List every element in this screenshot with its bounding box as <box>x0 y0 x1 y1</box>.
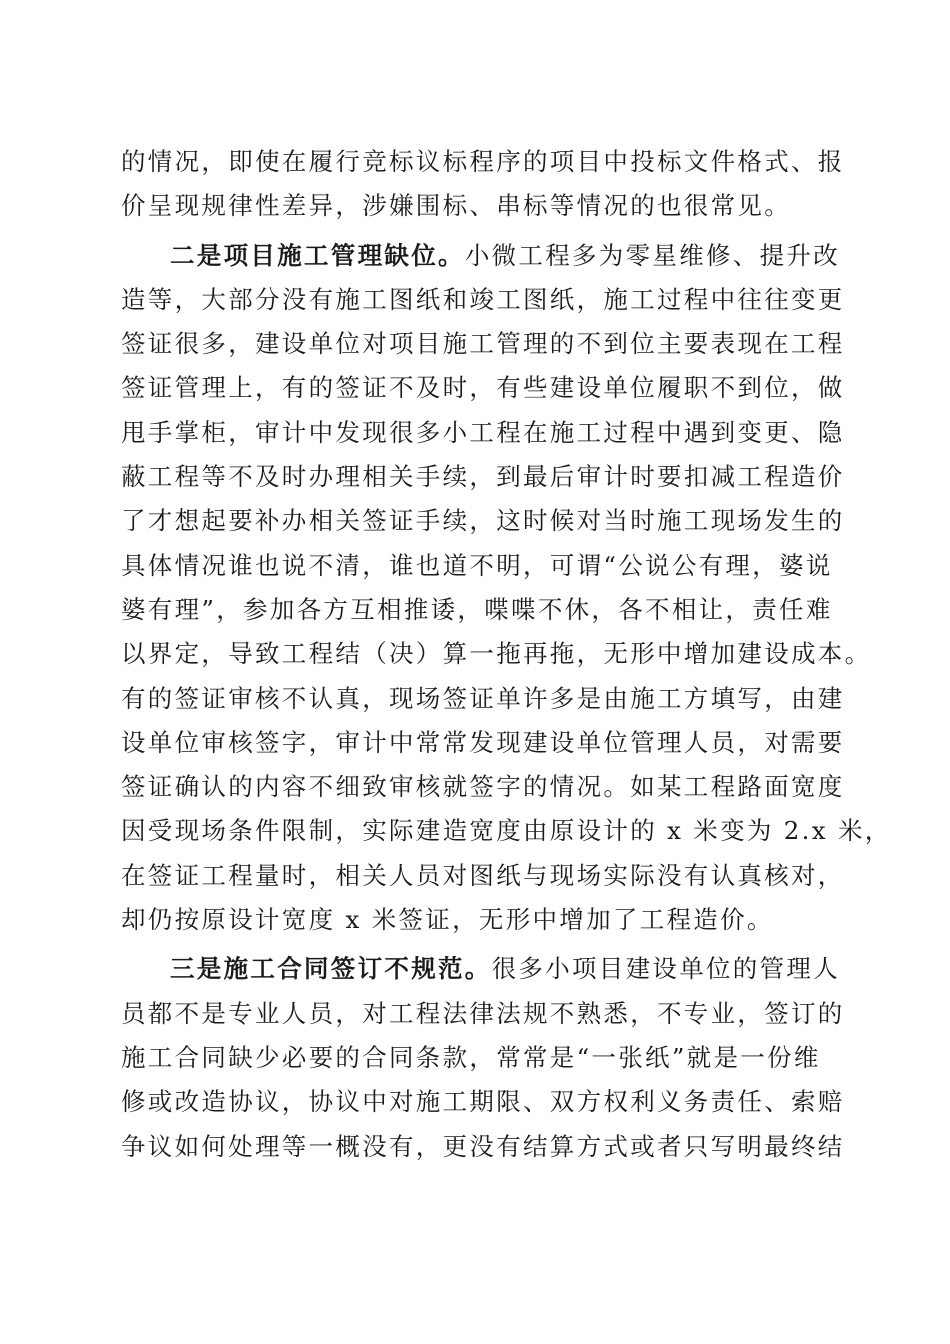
text-line: 设单位审核签字，审计中常常发现建设单位管理人员，对需要 <box>121 727 845 757</box>
paragraph-3 <box>121 947 845 1168</box>
paragraph-lead: 二是项目施工管理缺位。 <box>170 240 465 270</box>
paragraph-text: 小微工程多为零星维修、提升改 <box>464 240 841 270</box>
text-line: 因受现场条件限制，实际建造宽度由原设计的 x 米变为 2.x 米， <box>121 816 892 846</box>
text-line: 具体情况谁也说不清，谁也道不明，可谓“公说公有理，婆说 <box>121 550 833 580</box>
text-line: 签证确认的内容不细致审核就签字的情况。如某工程路面宽度 <box>121 772 845 802</box>
text-line <box>121 234 841 278</box>
text-line: 施工合同缺少必要的合同条款，常常是“一张纸”就是一份维 <box>121 1042 821 1072</box>
text-line: 以界定，导致工程结（决）算一拖再拖，无形中增加建设成本。 <box>121 639 872 669</box>
text-line: 的情况，即使在履行竞标议标程序的项目中投标文件格式、报 <box>121 147 845 176</box>
paragraph-text: 很多小项目建设单位的管理人 <box>491 954 841 984</box>
text-line: 签证很多，建设单位对项目施工管理的不到位主要表现在工程 <box>121 329 845 359</box>
text-line: 甩手掌柜，审计中发现很多小工程在施工过程中遇到变更、隐 <box>121 417 845 447</box>
text-line: 价呈现规律性差异，涉嫌围标、串标等情况的也很常见。 <box>121 191 791 221</box>
document-body <box>121 140 892 1169</box>
text-line: 却仍按原设计宽度 x 米签证，无形中增加了工程造价。 <box>121 905 774 935</box>
paragraph-lead: 三是施工合同签订不规范。 <box>170 954 492 984</box>
text-line <box>121 947 841 991</box>
paragraph-2 <box>121 234 892 943</box>
text-line: 争议如何处理等一概没有，更没有结算方式或者只写明最终结 <box>121 1131 845 1161</box>
text-line: 造等，大部分没有施工图纸和竣工图纸，施工过程中往往变更 <box>121 284 845 314</box>
text-line: 员都不是专业人员，对工程法律法规不熟悉，不专业，签订的 <box>121 998 845 1028</box>
text-line: 有的签证审核不认真，现场签证单许多是由施工方填写，由建 <box>121 683 845 713</box>
paragraph-1 <box>121 140 845 229</box>
text-line: 了才想起要补办相关签证手续，这时候对当时施工现场发生的 <box>121 506 845 536</box>
text-line: 蔽工程等不及时办理相关手续，到最后审计时要扣减工程造价 <box>121 462 845 492</box>
text-line: 修或改造协议，协议中对施工期限、双方权利义务责任、索赔 <box>121 1087 845 1117</box>
text-line: 在签证工程量时，相关人员对图纸与现场实际没有认真核对， <box>121 860 845 890</box>
text-line: 婆有理”，参加各方互相推诿，喋喋不休，各不相让，责任难 <box>121 594 833 624</box>
text-line: 签证管理上，有的签证不及时，有些建设单位履职不到位，做 <box>121 373 845 403</box>
